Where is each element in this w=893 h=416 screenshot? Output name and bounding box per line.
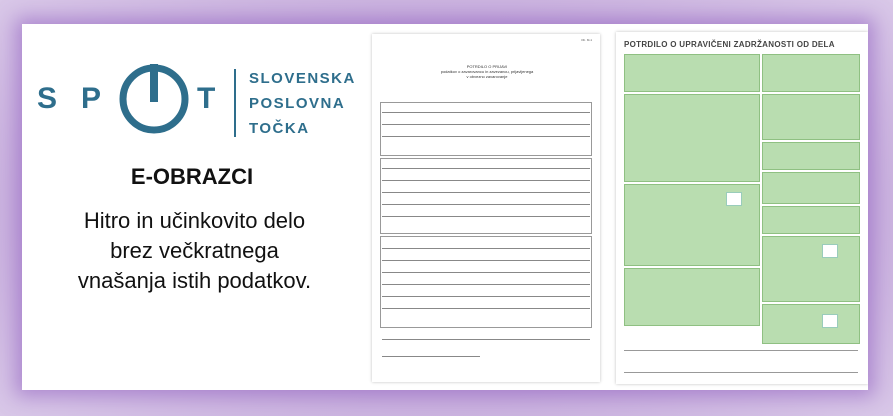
form1-rule [382,192,590,193]
form2-green-field [762,54,860,92]
form2-green-field [762,172,860,204]
form1-section-2 [380,158,592,234]
form1-section-3 [380,236,592,328]
form2-rule [624,350,858,351]
form2-green-field [762,94,860,140]
form-thumbnail-prijava [372,34,600,382]
description-line-3: vnašanja istih podatkov. [77,268,312,293]
form1-rule [382,339,590,340]
form2-green-field [762,206,860,234]
form1-code: Ob. M-1 [581,38,592,42]
logo-words [249,66,356,141]
form2-white-box [726,192,742,206]
form2-green-field [762,142,860,170]
form2-white-box [822,314,838,328]
description-line-2: brez večkratnega [110,238,279,263]
spot-logo [37,64,367,144]
form1-rule [382,136,590,137]
logo-word-slovenska: SLOVENSKA [249,70,356,87]
page-title: E-OBRAZCI [130,164,254,189]
form2-green-field [624,94,760,182]
form1-heading-line-1: POTRDILO O PRIJAVI [466,64,508,69]
form1-rule [382,260,590,261]
form1-rule [382,356,480,357]
form2-green-field [762,236,860,302]
logo-word-tocka: TOČKA [249,120,310,137]
form1-rule [382,308,590,309]
form1-rule [382,124,590,125]
form1-rule [382,204,590,205]
description [22,206,367,296]
form1-section-1 [380,102,592,156]
logo-divider [234,69,236,137]
logo-o-circle-icon [119,64,189,134]
form1-rule [382,180,590,181]
logo-letter-s: S [37,82,60,115]
form1-heading-line-2: podatkov o zavarovancu in zavezancu, prijavljenega [440,69,534,74]
form-thumbnail-zadrzanost [616,32,868,384]
form1-rule [382,112,590,113]
logo-letter-t: T [197,82,218,115]
form1-rule [382,272,590,273]
logo-letter-p: P [81,82,104,115]
banner-card [22,24,868,390]
form2-green-field [762,304,860,344]
form1-heading [412,64,562,79]
form2-white-box [822,244,838,258]
form1-rule [382,216,590,217]
form2-green-field [624,54,760,92]
form2-rule [624,372,858,373]
form1-rule [382,168,590,169]
form2-title: POTRDILO O UPRAVIČENI ZADRŽANOSTI OD DELA [624,40,835,49]
form1-heading-line-3: v obvezno zavarovanje [466,74,508,79]
form1-rule [382,296,590,297]
form2-green-field [624,268,760,326]
logo-word-poslovna: POSLOVNA [249,95,346,112]
form1-rule [382,284,590,285]
form1-rule [382,248,590,249]
description-line-1: Hitro in učinkovito delo [83,208,306,233]
